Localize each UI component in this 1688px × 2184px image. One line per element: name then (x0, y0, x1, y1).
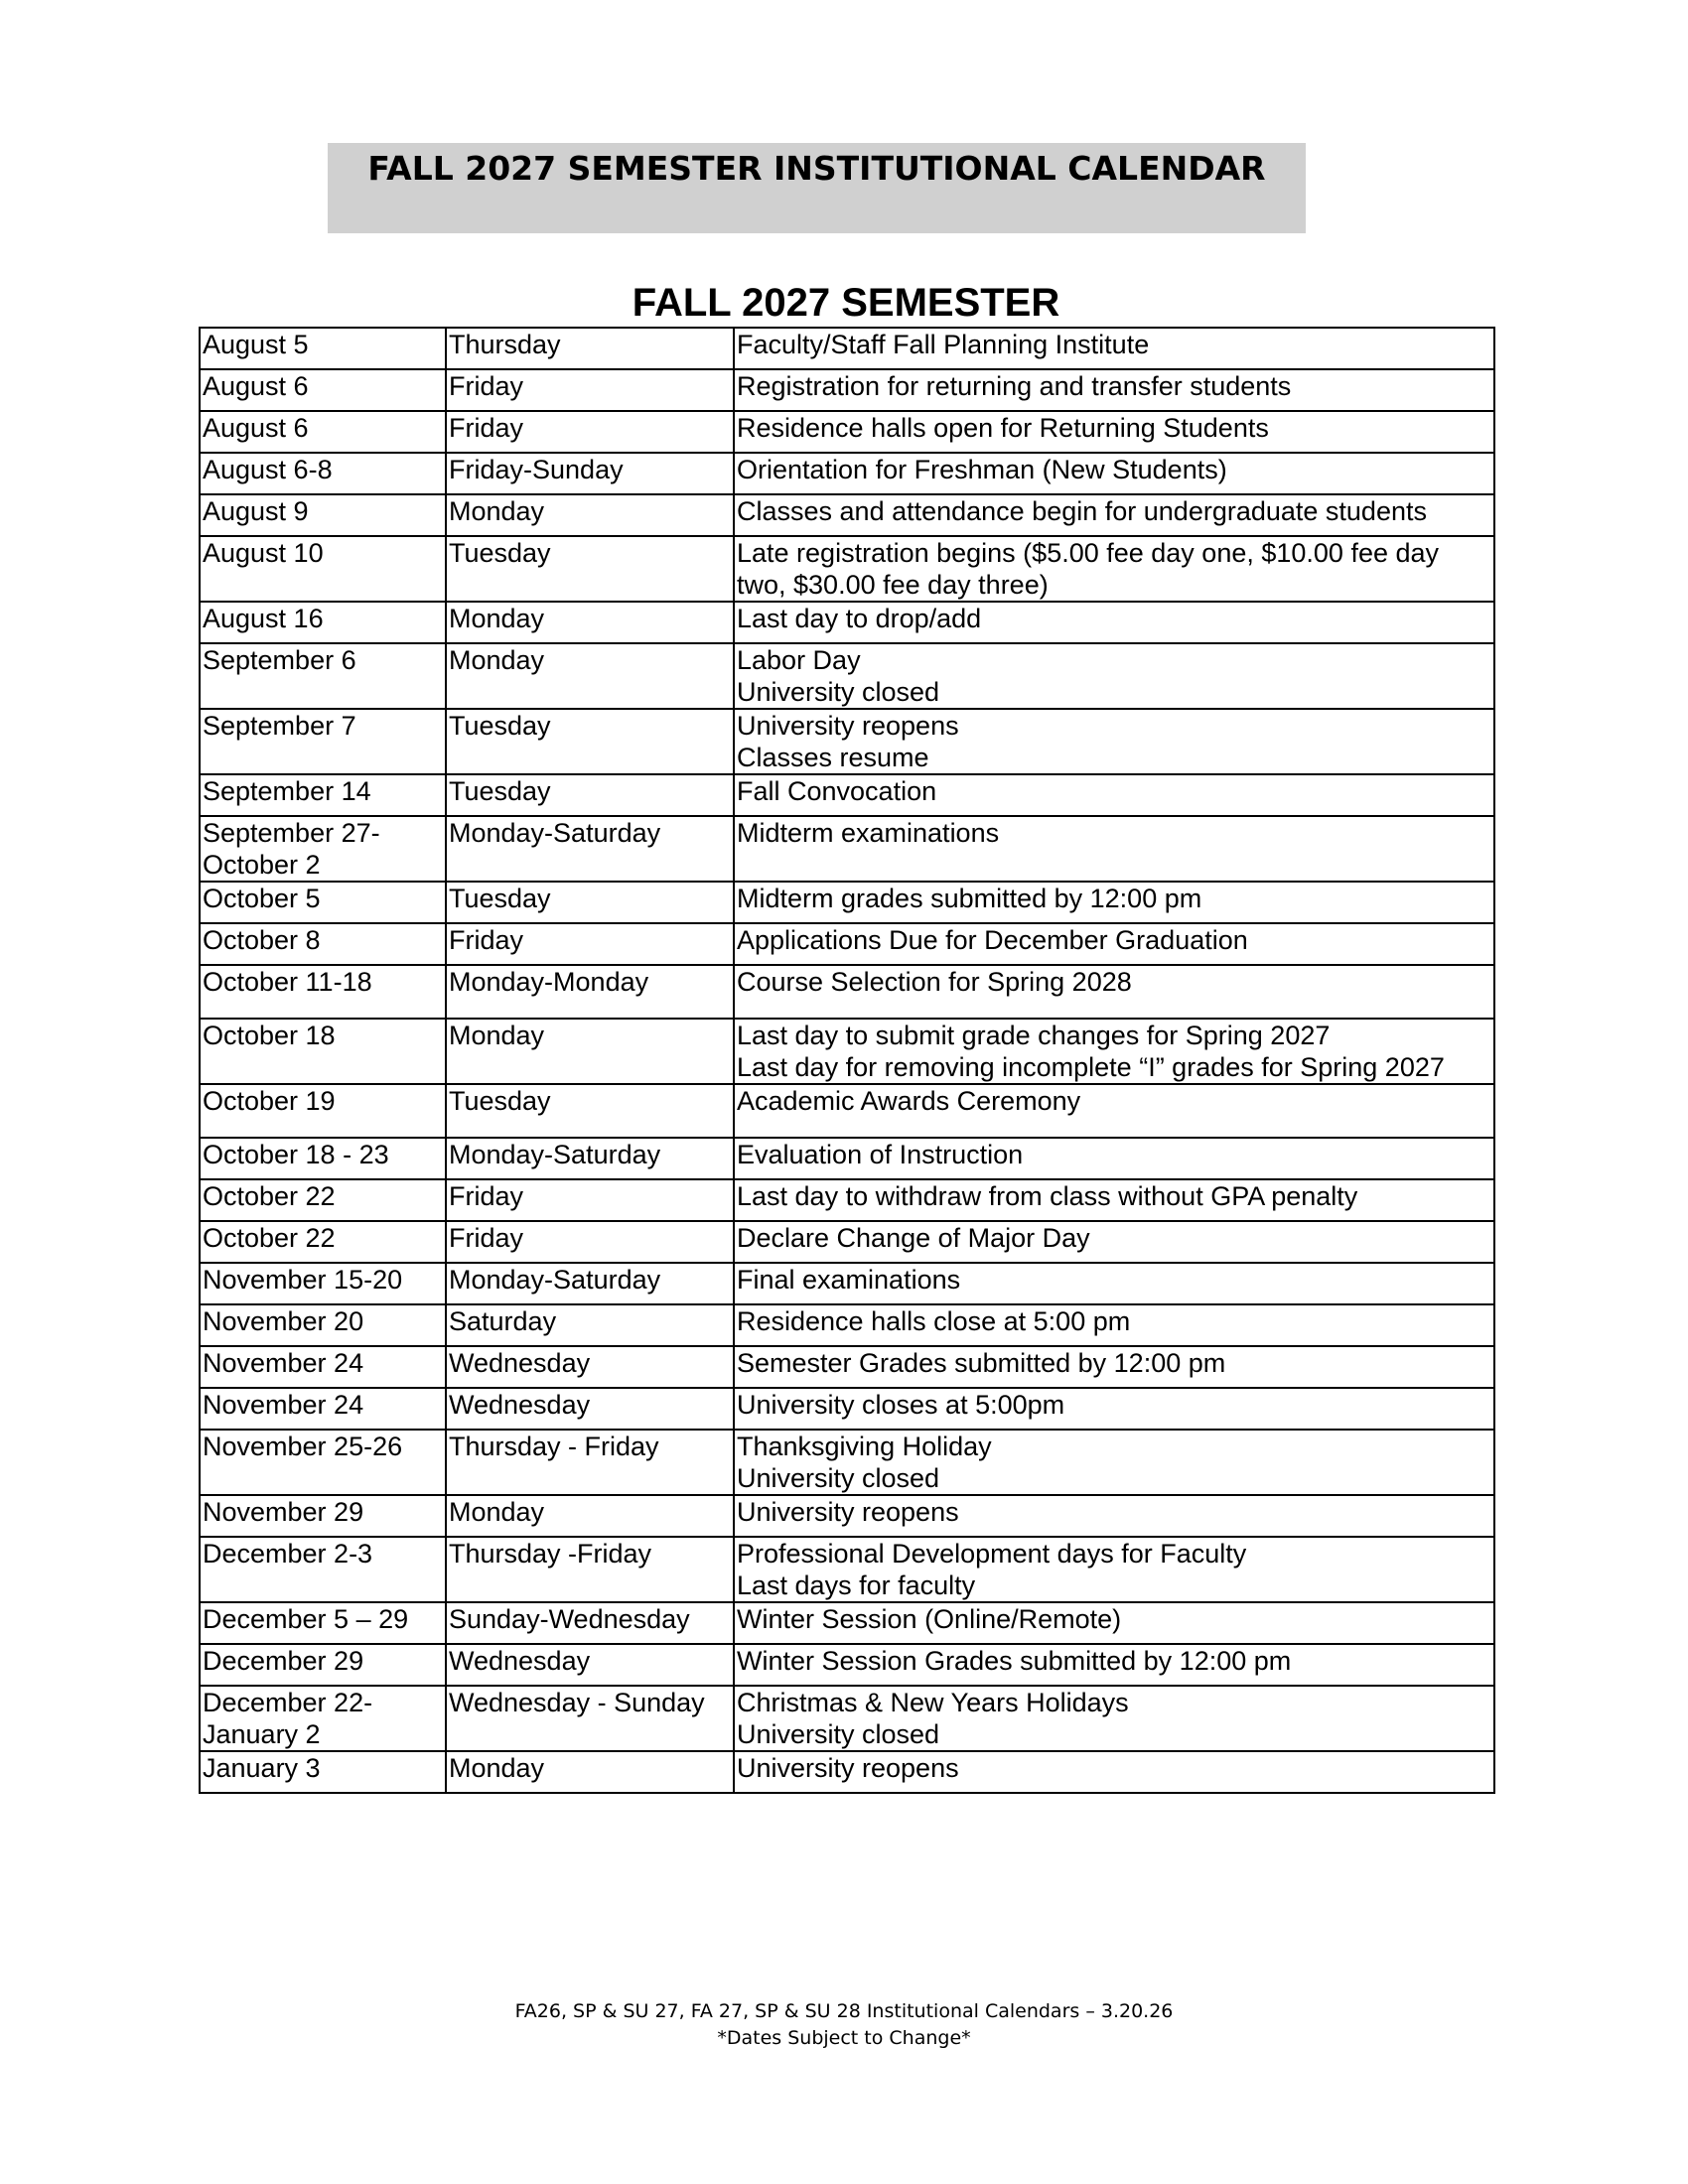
table-row (200, 923, 1494, 965)
day-cell: Monday-Saturday (446, 1263, 734, 1304)
table-row (200, 1537, 1494, 1602)
day-cell: Friday (446, 369, 734, 411)
table-row (200, 1430, 1494, 1495)
day-cell: Friday (446, 1221, 734, 1263)
date-cell: September 6 (200, 643, 446, 709)
event-cell: University reopens (734, 1495, 1494, 1537)
event-cell: Final examinations (734, 1263, 1494, 1304)
event-cell: University reopens Classes resume (734, 709, 1494, 774)
table-row (200, 1263, 1494, 1304)
date-cell: August 10 (200, 536, 446, 602)
day-cell: Thursday - Friday (446, 1430, 734, 1495)
day-cell: Sunday-Wednesday (446, 1602, 734, 1644)
event-cell: Academic Awards Ceremony (734, 1084, 1494, 1138)
day-cell: Wednesday (446, 1346, 734, 1388)
event-cell: Last day to withdraw from class without GPA penalty (734, 1179, 1494, 1221)
day-cell: Wednesday - Sunday (446, 1686, 734, 1751)
day-cell: Monday (446, 1495, 734, 1537)
date-cell: October 19 (200, 1084, 446, 1138)
table-row (200, 1019, 1494, 1084)
day-cell: Tuesday (446, 774, 734, 816)
date-cell: December 22- January 2 (200, 1686, 446, 1751)
table-row (200, 1495, 1494, 1537)
day-cell: Monday (446, 1019, 734, 1084)
event-cell: Midterm examinations (734, 816, 1494, 882)
table-row (200, 1221, 1494, 1263)
day-cell: Monday (446, 602, 734, 643)
table-row (200, 453, 1494, 494)
table-row (200, 369, 1494, 411)
date-cell: September 7 (200, 709, 446, 774)
table-row (200, 328, 1494, 369)
date-cell: January 3 (200, 1751, 446, 1793)
date-cell: August 9 (200, 494, 446, 536)
event-cell: Thanksgiving Holiday University closed (734, 1430, 1494, 1495)
event-cell: Winter Session Grades submitted by 12:00 pm (734, 1644, 1494, 1686)
section-title: FALL 2027 SEMESTER (632, 281, 1060, 325)
date-cell: November 24 (200, 1346, 446, 1388)
date-cell: November 20 (200, 1304, 446, 1346)
table-row (200, 1346, 1494, 1388)
date-cell: November 25-26 (200, 1430, 446, 1495)
table-row (200, 816, 1494, 882)
event-cell: University reopens (734, 1751, 1494, 1793)
day-cell: Wednesday (446, 1388, 734, 1430)
day-cell: Thursday (446, 328, 734, 369)
day-cell: Tuesday (446, 882, 734, 923)
table-row (200, 411, 1494, 453)
table-row (200, 602, 1494, 643)
table-row (200, 1388, 1494, 1430)
day-cell: Monday-Saturday (446, 1138, 734, 1179)
date-cell: August 6-8 (200, 453, 446, 494)
date-cell: October 18 (200, 1019, 446, 1084)
event-cell: Classes and attendance begin for undergraduate students (734, 494, 1494, 536)
event-cell: Applications Due for December Graduation (734, 923, 1494, 965)
table-row (200, 1084, 1494, 1138)
date-cell: October 22 (200, 1221, 446, 1263)
table-row (200, 1751, 1494, 1793)
date-cell: August 16 (200, 602, 446, 643)
day-cell: Thursday -Friday (446, 1537, 734, 1602)
day-cell: Tuesday (446, 709, 734, 774)
day-cell: Friday (446, 1179, 734, 1221)
header-banner (328, 143, 1306, 233)
event-cell: Orientation for Freshman (New Students) (734, 453, 1494, 494)
event-cell: Registration for returning and transfer students (734, 369, 1494, 411)
event-cell: Christmas & New Years Holidays University closed (734, 1686, 1494, 1751)
footer-disclaimer: *Dates Subject to Change* (717, 2027, 971, 2049)
table-row (200, 774, 1494, 816)
table-row (200, 965, 1494, 1019)
table-row (200, 494, 1494, 536)
day-cell: Friday (446, 923, 734, 965)
day-cell: Monday (446, 643, 734, 709)
date-cell: August 6 (200, 369, 446, 411)
day-cell: Tuesday (446, 536, 734, 602)
table-row (200, 1304, 1494, 1346)
table-row (200, 536, 1494, 602)
day-cell: Monday (446, 494, 734, 536)
date-cell: October 11-18 (200, 965, 446, 1019)
day-cell: Monday-Saturday (446, 816, 734, 882)
footer-revision-line: FA26, SP & SU 27, FA 27, SP & SU 28 Institutional Calendars – 3.20.26 (514, 2000, 1174, 2022)
date-cell: September 27- October 2 (200, 816, 446, 882)
day-cell: Monday-Monday (446, 965, 734, 1019)
event-cell: Winter Session (Online/Remote) (734, 1602, 1494, 1644)
date-cell: October 18 - 23 (200, 1138, 446, 1179)
event-cell: Labor Day University closed (734, 643, 1494, 709)
day-cell: Friday-Sunday (446, 453, 734, 494)
event-cell: Declare Change of Major Day (734, 1221, 1494, 1263)
event-cell: Residence halls close at 5:00 pm (734, 1304, 1494, 1346)
date-cell: August 5 (200, 328, 446, 369)
event-cell: University closes at 5:00pm (734, 1388, 1494, 1430)
day-cell: Saturday (446, 1304, 734, 1346)
table-row (200, 1138, 1494, 1179)
table-row (200, 643, 1494, 709)
event-cell: Residence halls open for Returning Students (734, 411, 1494, 453)
day-cell: Wednesday (446, 1644, 734, 1686)
event-cell: Midterm grades submitted by 12:00 pm (734, 882, 1494, 923)
event-cell: Professional Development days for Faculty Last days for faculty (734, 1537, 1494, 1602)
table-row (200, 1644, 1494, 1686)
date-cell: October 22 (200, 1179, 446, 1221)
calendar-table (199, 327, 1495, 1794)
date-cell: November 29 (200, 1495, 446, 1537)
event-cell: Evaluation of Instruction (734, 1138, 1494, 1179)
date-cell: November 15-20 (200, 1263, 446, 1304)
event-cell: Fall Convocation (734, 774, 1494, 816)
date-cell: August 6 (200, 411, 446, 453)
date-cell: October 8 (200, 923, 446, 965)
day-cell: Friday (446, 411, 734, 453)
event-cell: Course Selection for Spring 2028 (734, 965, 1494, 1019)
event-cell: Last day to submit grade changes for Spring 2027 Last day for removing incomplete “I” grades for Spring 2027 (734, 1019, 1494, 1084)
document-title: FALL 2027 SEMESTER INSTITUTIONAL CALENDAR (367, 149, 1266, 188)
date-cell: October 5 (200, 882, 446, 923)
table-row (200, 1179, 1494, 1221)
table-row (200, 882, 1494, 923)
event-cell: Semester Grades submitted by 12:00 pm (734, 1346, 1494, 1388)
date-cell: December 5 – 29 (200, 1602, 446, 1644)
date-cell: December 29 (200, 1644, 446, 1686)
event-cell: Faculty/Staff Fall Planning Institute (734, 328, 1494, 369)
table-row (200, 1602, 1494, 1644)
date-cell: November 24 (200, 1388, 446, 1430)
page-footer (0, 1998, 1688, 2052)
date-cell: December 2-3 (200, 1537, 446, 1602)
date-cell: September 14 (200, 774, 446, 816)
event-cell: Late registration begins ($5.00 fee day one, $10.00 fee day two, $30.00 fee day three) (734, 536, 1494, 602)
table-row (200, 1686, 1494, 1751)
table-row (200, 709, 1494, 774)
day-cell: Tuesday (446, 1084, 734, 1138)
event-cell: Last day to drop/add (734, 602, 1494, 643)
day-cell: Monday (446, 1751, 734, 1793)
